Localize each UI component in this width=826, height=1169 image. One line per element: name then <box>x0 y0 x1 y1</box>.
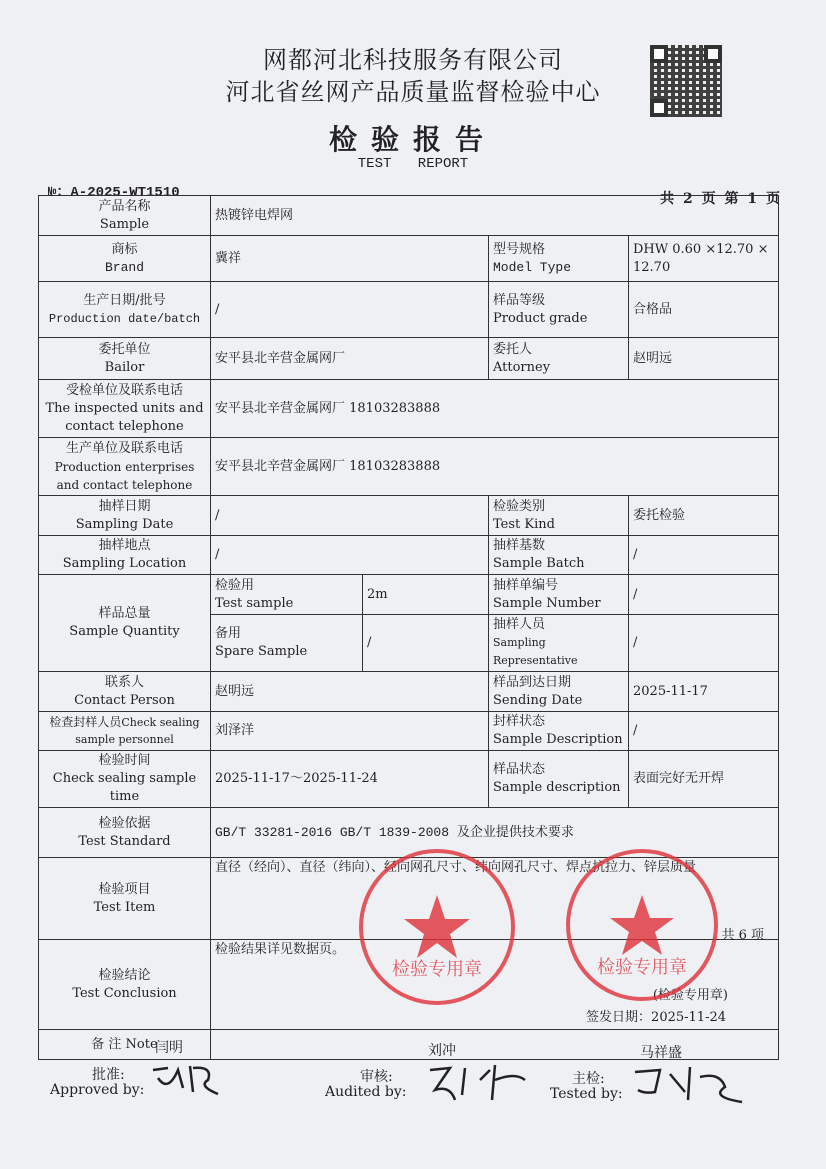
row-sealing <box>39 712 779 751</box>
label-cn: 生产日期/批号 <box>83 292 166 308</box>
value-seal-state: / <box>629 712 779 751</box>
label-cn: 生产单位及联系电话 <box>65 440 183 456</box>
row-time <box>39 751 779 808</box>
value-sampling-rep: / <box>629 615 779 672</box>
approver-name: 闫明 <box>155 1040 183 1056</box>
label-en: Spare Sample <box>215 644 308 659</box>
label-cn: 检查封样人员 <box>49 715 122 729</box>
label-en: Sample <box>99 216 150 232</box>
tested-label-cn: 主检: <box>572 1071 605 1087</box>
label-production <box>39 282 211 338</box>
label-en: Brand <box>104 259 144 275</box>
value-sampling-location: / <box>211 536 489 575</box>
label-time <box>39 751 211 808</box>
label-en: Attorney <box>493 359 551 375</box>
value-bailor: 安平县北辛营金属网厂 <box>211 338 489 380</box>
value-time: 2025-11-17～2025-11-24 <box>211 751 489 808</box>
label-cn: 样品总量 <box>98 606 151 621</box>
label-cn: 受检单位及联系电话 <box>65 382 183 398</box>
label-en: Production enterprises and contact telephone <box>54 459 195 492</box>
report-subtitle: TEST REPORT <box>357 156 469 172</box>
row-quantity-test <box>39 575 779 615</box>
page-count: 共 2 页 第 1 页 <box>660 191 780 207</box>
label-cn: 抽样日期 <box>98 498 151 514</box>
approved-label-cn: 批准: <box>92 1067 125 1083</box>
value-inspected: 安平县北辛营金属网厂 18103283888 <box>211 380 779 438</box>
approved-label-en: Approved by: <box>50 1082 145 1098</box>
label-cn: 委托单位 <box>98 341 151 357</box>
label-items <box>39 858 211 940</box>
label-cn: 封样状态 <box>493 714 546 729</box>
label-inspected <box>39 380 211 438</box>
inspection-stamp-left <box>355 845 520 1010</box>
label-en: Sample Number <box>493 595 601 611</box>
label-cn: 样品等级 <box>493 292 546 308</box>
label-en: Test Kind <box>493 516 555 532</box>
label-cn: 检验项目 <box>98 881 151 897</box>
value-brand: 冀祥 <box>211 236 489 282</box>
auditor-signature <box>420 1060 530 1105</box>
label-en: Sending Date <box>493 692 583 708</box>
value-spare-sample: / <box>363 615 489 672</box>
label-model <box>489 236 629 282</box>
label-grade <box>489 282 629 338</box>
label-en: The inspected units and contact telephone <box>45 400 204 434</box>
label-cn: 检验用 <box>215 577 255 593</box>
conclusion-text: 检验结果详见数据页。 <box>215 942 346 957</box>
label-contact <box>39 672 211 712</box>
label-cn: 检验时间 <box>98 753 151 768</box>
label-sample-batch <box>489 536 629 575</box>
items-text: 直径（经向）、直径（纬向）、经向网孔尺寸、纬向网孔尺寸、焊点抗拉力、锌层质量 <box>215 860 697 875</box>
report-title: 检验报告 <box>328 123 497 156</box>
approver-signature <box>148 1058 228 1098</box>
label-en: Sampling Representative <box>493 636 578 667</box>
label-en: Production date/batch <box>48 311 201 326</box>
label-en: Test Item <box>93 899 156 915</box>
value-sample-state: 表面完好无开焊 <box>629 751 779 808</box>
org-name-2: 河北省丝网产品质量监督检验中心 <box>225 78 601 106</box>
label-en: Bailor <box>104 359 145 375</box>
label-sample-state <box>489 751 629 808</box>
label-test-kind <box>489 496 629 536</box>
label-en: Contact Person <box>74 692 175 708</box>
svg-text:检验专用章: 检验专用章 <box>597 957 687 978</box>
label-en: Sample Quantity <box>69 624 180 639</box>
row-sample <box>39 196 779 236</box>
label-sampling-location <box>39 536 211 575</box>
label-en: Model Type <box>493 259 572 275</box>
value-contact: 赵明远 <box>211 672 489 712</box>
label-quantity <box>39 575 211 672</box>
seal-note: (检验专用章) <box>652 988 729 1003</box>
tested-label-en: Tested by: <box>550 1086 623 1102</box>
label-en: Test Conclusion <box>72 985 177 1001</box>
row-sampling-date <box>39 496 779 536</box>
value-sending-date: 2025-11-17 <box>629 672 779 712</box>
label-cn: 联系人 <box>104 674 144 690</box>
label-cn: 抽样地点 <box>98 538 151 553</box>
label-test-sample <box>211 575 363 615</box>
value-note <box>211 1030 779 1060</box>
label-producer <box>39 438 211 496</box>
label-cn: 抽样人员 <box>493 617 546 632</box>
label-brand <box>39 236 211 282</box>
value-test-sample: 2m <box>363 575 489 615</box>
audited-label-en: Audited by: <box>325 1084 407 1100</box>
value-sealing: 刘泽洋 <box>211 712 489 751</box>
label-cn: 样品到达日期 <box>493 674 572 690</box>
label-cn: 型号规格 <box>493 241 546 257</box>
label-en: Test Standard <box>78 833 171 849</box>
value-test-kind: 委托检验 <box>629 496 779 536</box>
label-cn: 产品名称 <box>98 198 151 214</box>
org-name-1: 网都河北科技服务有限公司 <box>263 46 563 74</box>
label-spare-sample <box>211 615 363 672</box>
value-production: / <box>211 282 489 338</box>
qr-code-icon[interactable] <box>650 45 722 117</box>
label-en: Sampling Location <box>62 556 187 571</box>
label-conclusion <box>39 940 211 1030</box>
label-sample <box>39 196 211 236</box>
value-producer: 安平县北辛营金属网厂 18103283888 <box>211 438 779 496</box>
label-standard <box>39 808 211 858</box>
row-brand <box>39 236 779 282</box>
label-sample-number <box>489 575 629 615</box>
label-en: Sample Description <box>493 732 623 747</box>
label-cn: 商标 <box>111 241 138 257</box>
auditor-name: 刘冲 <box>428 1043 456 1059</box>
label-bailor <box>39 338 211 380</box>
value-grade: 合格品 <box>629 282 779 338</box>
value-sample: 热镀锌电焊网 <box>211 196 779 236</box>
label-cn: 检验依据 <box>98 815 151 831</box>
label-en: Test sample <box>215 595 294 611</box>
value-standard: GB/T 33281-2016 GB/T 1839-2008 及企业提供技术要求 <box>211 808 779 858</box>
label-en: Check sealing sample time <box>52 771 197 804</box>
label-cn: 检验类别 <box>493 498 546 514</box>
label-seal-state <box>489 712 629 751</box>
label-sampling-date <box>39 496 211 536</box>
label-cn: 备用 <box>215 626 242 641</box>
label-note: 备 注 Note <box>39 1030 211 1060</box>
label-en: Sample description <box>493 780 621 795</box>
svg-text:检验专用章: 检验专用章 <box>392 959 482 980</box>
row-sampling-location <box>39 536 779 575</box>
audited-label-cn: 审核: <box>360 1069 393 1085</box>
label-cn: 委托人 <box>493 341 533 357</box>
inspection-stamp-right <box>562 845 722 1005</box>
value-sample-batch: / <box>629 536 779 575</box>
issue-date: 签发日期：2025-11-24 <box>586 1010 727 1025</box>
value-model: DHW 0.60 ×12.70 × 12.70 <box>629 236 779 282</box>
row-inspected <box>39 380 779 438</box>
label-en: Sample Batch <box>493 556 585 571</box>
label-en: Check sealing sample personnel <box>75 716 200 746</box>
value-sample-number: / <box>629 575 779 615</box>
label-cn: 抽样基数 <box>493 538 546 553</box>
label-cn: 抽样单编号 <box>493 577 559 593</box>
label-cn: 检验结论 <box>98 967 151 983</box>
items-count: 共 6 项 <box>721 928 765 943</box>
row-producer <box>39 438 779 496</box>
tester-name: 马祥盛 <box>640 1045 682 1061</box>
label-attorney <box>489 338 629 380</box>
value-attorney: 赵明远 <box>629 338 779 380</box>
label-cn: 样品状态 <box>493 762 546 777</box>
row-production <box>39 282 779 338</box>
label-en: Product grade <box>493 310 588 326</box>
tester-signature <box>630 1062 745 1107</box>
row-contact <box>39 672 779 712</box>
label-sealing <box>39 712 211 751</box>
row-bailor <box>39 338 779 380</box>
value-sampling-date: / <box>211 496 489 536</box>
label-sending-date <box>489 672 629 712</box>
label-en: Sampling Date <box>75 516 174 532</box>
label-sampling-rep <box>489 615 629 672</box>
report-number: №：A-2025-WT1510 <box>48 185 180 201</box>
